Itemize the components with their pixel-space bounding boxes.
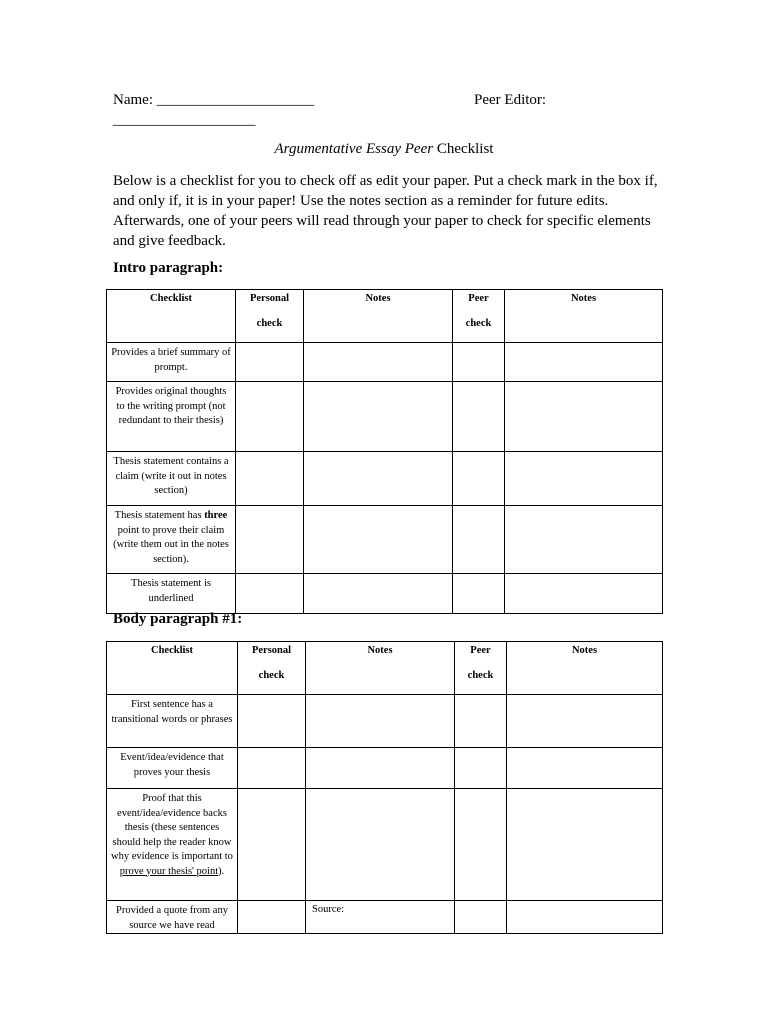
table-header-row [107, 290, 663, 343]
name-field-label: Name: _____________________ [113, 92, 315, 108]
personal-check-cell[interactable] [238, 901, 306, 934]
source-notes-cell[interactable]: Source: [306, 901, 455, 934]
peer-notes-cell[interactable] [505, 382, 663, 452]
col-header-notes-2: Notes [505, 290, 663, 343]
col-header-notes: Notes [306, 642, 455, 695]
col-header-notes: Notes [304, 290, 453, 343]
body-checklist-table [106, 641, 663, 934]
table-row [107, 748, 663, 789]
peer-editor-label: Peer Editor: [474, 92, 547, 108]
col-header-peer-check: Peer check [453, 290, 505, 343]
peer-notes-cell[interactable] [507, 695, 663, 748]
checklist-item: Provides original thoughts to the writing prompt (not redundant to their thesis) [107, 382, 236, 452]
table-row [107, 574, 663, 614]
personal-check-cell[interactable] [238, 695, 306, 748]
checklist-item: Thesis statement contains a claim (write it out in notes section) [107, 452, 236, 506]
peer-check-cell[interactable] [453, 382, 505, 452]
personal-check-cell[interactable] [236, 574, 304, 614]
peer-notes-cell[interactable] [505, 452, 663, 506]
col-header-notes-2: Notes [507, 642, 663, 695]
peer-notes-cell[interactable] [507, 901, 663, 934]
table-row [107, 506, 663, 574]
col-header-checklist: Checklist [107, 642, 238, 695]
peer-check-cell[interactable] [455, 789, 507, 901]
peer-notes-cell[interactable] [505, 506, 663, 574]
personal-check-cell[interactable] [236, 506, 304, 574]
checklist-item: Event/idea/evidence that proves your thesis [107, 748, 238, 789]
title-plain: Checklist [433, 141, 494, 157]
table-row [107, 382, 663, 452]
checklist-item: Thesis statement has three point to prove their claim (write them out in the notes section). [107, 506, 236, 574]
table-row [107, 343, 663, 382]
peer-check-cell[interactable] [453, 452, 505, 506]
peer-check-cell[interactable] [455, 901, 507, 934]
notes-cell[interactable] [306, 789, 455, 901]
checklist-item: Provided a quote from any source we have read [107, 901, 238, 934]
table-row [107, 901, 663, 934]
notes-cell[interactable] [306, 695, 455, 748]
peer-check-cell[interactable] [455, 748, 507, 789]
personal-check-cell[interactable] [236, 382, 304, 452]
body-section-heading: Body paragraph #1: [113, 611, 243, 627]
notes-cell[interactable] [304, 343, 453, 382]
table-header-row [107, 642, 663, 695]
notes-cell[interactable] [306, 748, 455, 789]
personal-check-cell[interactable] [236, 452, 304, 506]
notes-cell[interactable] [304, 452, 453, 506]
checklist-item: Provides a brief summary of prompt. [107, 343, 236, 382]
peer-notes-cell[interactable] [507, 789, 663, 901]
instructions-paragraph: Below is a checklist for you to check off as edit your paper. Put a check mark in the box if, and only if, it is in your paper! Use the notes section as a reminder for future edits. Afterwards, one of your peers will read through your paper to check for specific elements and give feedback. [113, 173, 658, 249]
peer-notes-cell[interactable] [505, 574, 663, 614]
personal-check-cell[interactable] [238, 748, 306, 789]
title-italic: Argumentative Essay Peer [274, 141, 434, 157]
col-header-checklist: Checklist [107, 290, 236, 343]
peer-notes-cell[interactable] [507, 748, 663, 789]
notes-cell[interactable] [304, 506, 453, 574]
peer-check-cell[interactable] [455, 695, 507, 748]
checklist-item: Proof that this event/idea/evidence backs thesis (these sentences should help the reader know why evidence is important to prove your thesis' point). [107, 789, 238, 901]
intro-checklist-table [106, 289, 663, 614]
peer-check-cell[interactable] [453, 343, 505, 382]
table-row [107, 789, 663, 901]
table-row [107, 452, 663, 506]
checklist-item: First sentence has a transitional words or phrases [107, 695, 238, 748]
personal-check-cell[interactable] [236, 343, 304, 382]
table-row [107, 695, 663, 748]
col-header-personal-check: Personal check [236, 290, 304, 343]
notes-cell[interactable] [304, 574, 453, 614]
peer-notes-cell[interactable] [505, 343, 663, 382]
col-header-peer-check: Peer check [455, 642, 507, 695]
intro-section-heading: Intro paragraph: [113, 260, 224, 276]
personal-check-cell[interactable] [238, 789, 306, 901]
page-title [0, 141, 768, 158]
checklist-item: Thesis statement is underlined [107, 574, 236, 614]
peer-check-cell[interactable] [453, 506, 505, 574]
peer-check-cell[interactable] [453, 574, 505, 614]
notes-cell[interactable] [304, 382, 453, 452]
peer-editor-blank-line: ___________________ [113, 112, 256, 128]
col-header-personal-check: Personal check [238, 642, 306, 695]
